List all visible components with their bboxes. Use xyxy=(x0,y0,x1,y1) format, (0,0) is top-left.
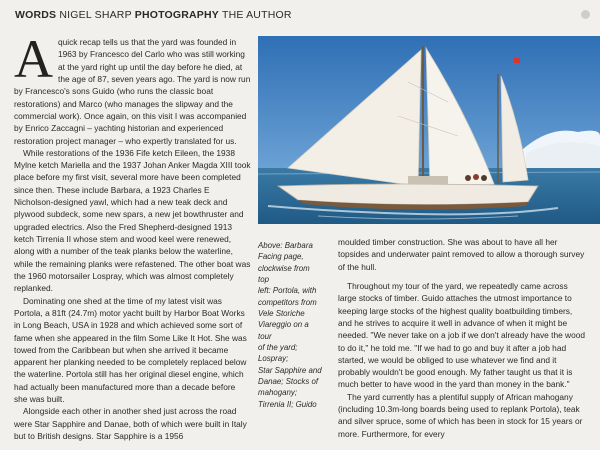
caption-line: Lospray; xyxy=(258,354,289,364)
crew-1 xyxy=(465,175,471,181)
yacht-photo-illustration xyxy=(258,36,600,224)
left-column xyxy=(14,29,251,442)
caption-line: Star Sapphire and xyxy=(258,365,322,375)
caption-line: Danae; Stocks of xyxy=(258,377,319,387)
caption-line: Above: Barbara xyxy=(258,241,313,250)
paragraph-restorations: While restorations of the 1936 Fife ketch Eileen, the 1938 Mylne ketch Mariella and the 1937 Johan Anker Magda XIII took place before my first visit, several more have been completed since then. These include Barbara, a 1923 Charles E Nicholson-designed yawl, which had a new teak deck and plywood subdeck, some new spars, a new jet bowthruster and upgraded electrics. Also the Fred Shepherd-designed 1913 ketch Tirrenia II whose stem and wood keel were renewed, along with a number of the teak planks below the waterline, while the remaining planks were refastened. The other boat was the 1960 motorsailer Lospray, which was almost completely replanked. xyxy=(14,147,251,294)
caption-line: of the yard; xyxy=(258,343,298,353)
yacht-photo xyxy=(258,36,600,224)
caption-line: left: Portola, with xyxy=(258,286,317,296)
words-label: WORDS xyxy=(15,9,57,21)
crew-2 xyxy=(473,174,479,180)
paragraph-intro: quick recap tells us that the yard was founded in 1963 by Francesco del Carlo who was still working at the yard right up until the day before he died, at the age of 87, seven years ago. The yard is now run by Francesco's sons Guido (who runs the classic boat restorations) and Marco (who manages the slipway and the commercial work). Once again, on this visit I was accompanied by Enrico Zaccagni – yachting historian and experienced restoration project manager – who expertly translated for us. xyxy=(14,37,251,146)
photographer-name: THE AUTHOR xyxy=(221,9,292,21)
crew-3 xyxy=(481,175,487,181)
right-column xyxy=(338,236,588,440)
caption-line: Vele Storiche xyxy=(258,309,305,319)
paragraph-mahogany: The yard currently has a plentiful supply of African mahogany (including 10.3m-long boards being used to replank Portola), teak and silver spruce, some of which has been in stock for 15 years or more. Furthermore, for every xyxy=(338,391,583,439)
caption-line: mahogany; xyxy=(258,388,298,398)
deckhouse xyxy=(408,176,448,184)
page-corner-mark xyxy=(581,10,590,19)
photo-caption xyxy=(258,240,322,410)
paragraph-moulded-timber: moulded timber construction. She was about to have all her topsides and underwater paint removed to allow a thorough survey of the hull. xyxy=(338,237,585,272)
pennant-flag xyxy=(514,58,520,63)
article-header xyxy=(15,9,292,21)
caption-line: clockwise from top xyxy=(258,263,310,285)
photography-label: PHOTOGRAPHY xyxy=(134,9,220,21)
author-name: NIGEL SHARP xyxy=(59,9,132,21)
caption-line: Viareggio on a tour xyxy=(258,320,309,341)
caption-line: competitors from xyxy=(258,297,317,307)
paragraph-portola: Dominating one shed at the time of my latest visit was Portola, a 81ft (24.7m) motor yacht built by Harbor Boat Works in Long Beach, USA in 1928 and which achieved some sort of fame when she appeared in the film Some Like It Hot. She was towed from the Caribbean but when she arrived it became apparent her planking needed to be completely replaced below the waterline. Portola still has her original diesel engine, which had actually been manufactured more than a decade before she was built. xyxy=(14,295,247,405)
paragraph-star-sapphire: Alongside each other in another shed just across the road were Star Sapphire and Danae, both of which were built in Italy but to British designs. Star Sapphire is a 1956 xyxy=(14,406,247,441)
caption-line: Facing page, xyxy=(258,252,304,262)
drop-cap: A xyxy=(14,29,53,89)
caption-line: Tirrenia II; Guido xyxy=(258,399,317,409)
paragraph-timber-stocks: Throughout my tour of the yard, we repeatedly came across large stocks of timber. Guido attaches the utmost importance to keeping large stocks of the highest quality boatbuilding timbers, and he strives to acquire it well in advance of when it might be needed. "We never take on a job if we don't already have the wood to do it," he told me. "If we had to go and buy it after a job had started, we would be obliged to use whatever we find and it probably wouldn't be good enough. My father taught us that it is much better to have wood in the yard than money in the bank." xyxy=(338,280,585,390)
